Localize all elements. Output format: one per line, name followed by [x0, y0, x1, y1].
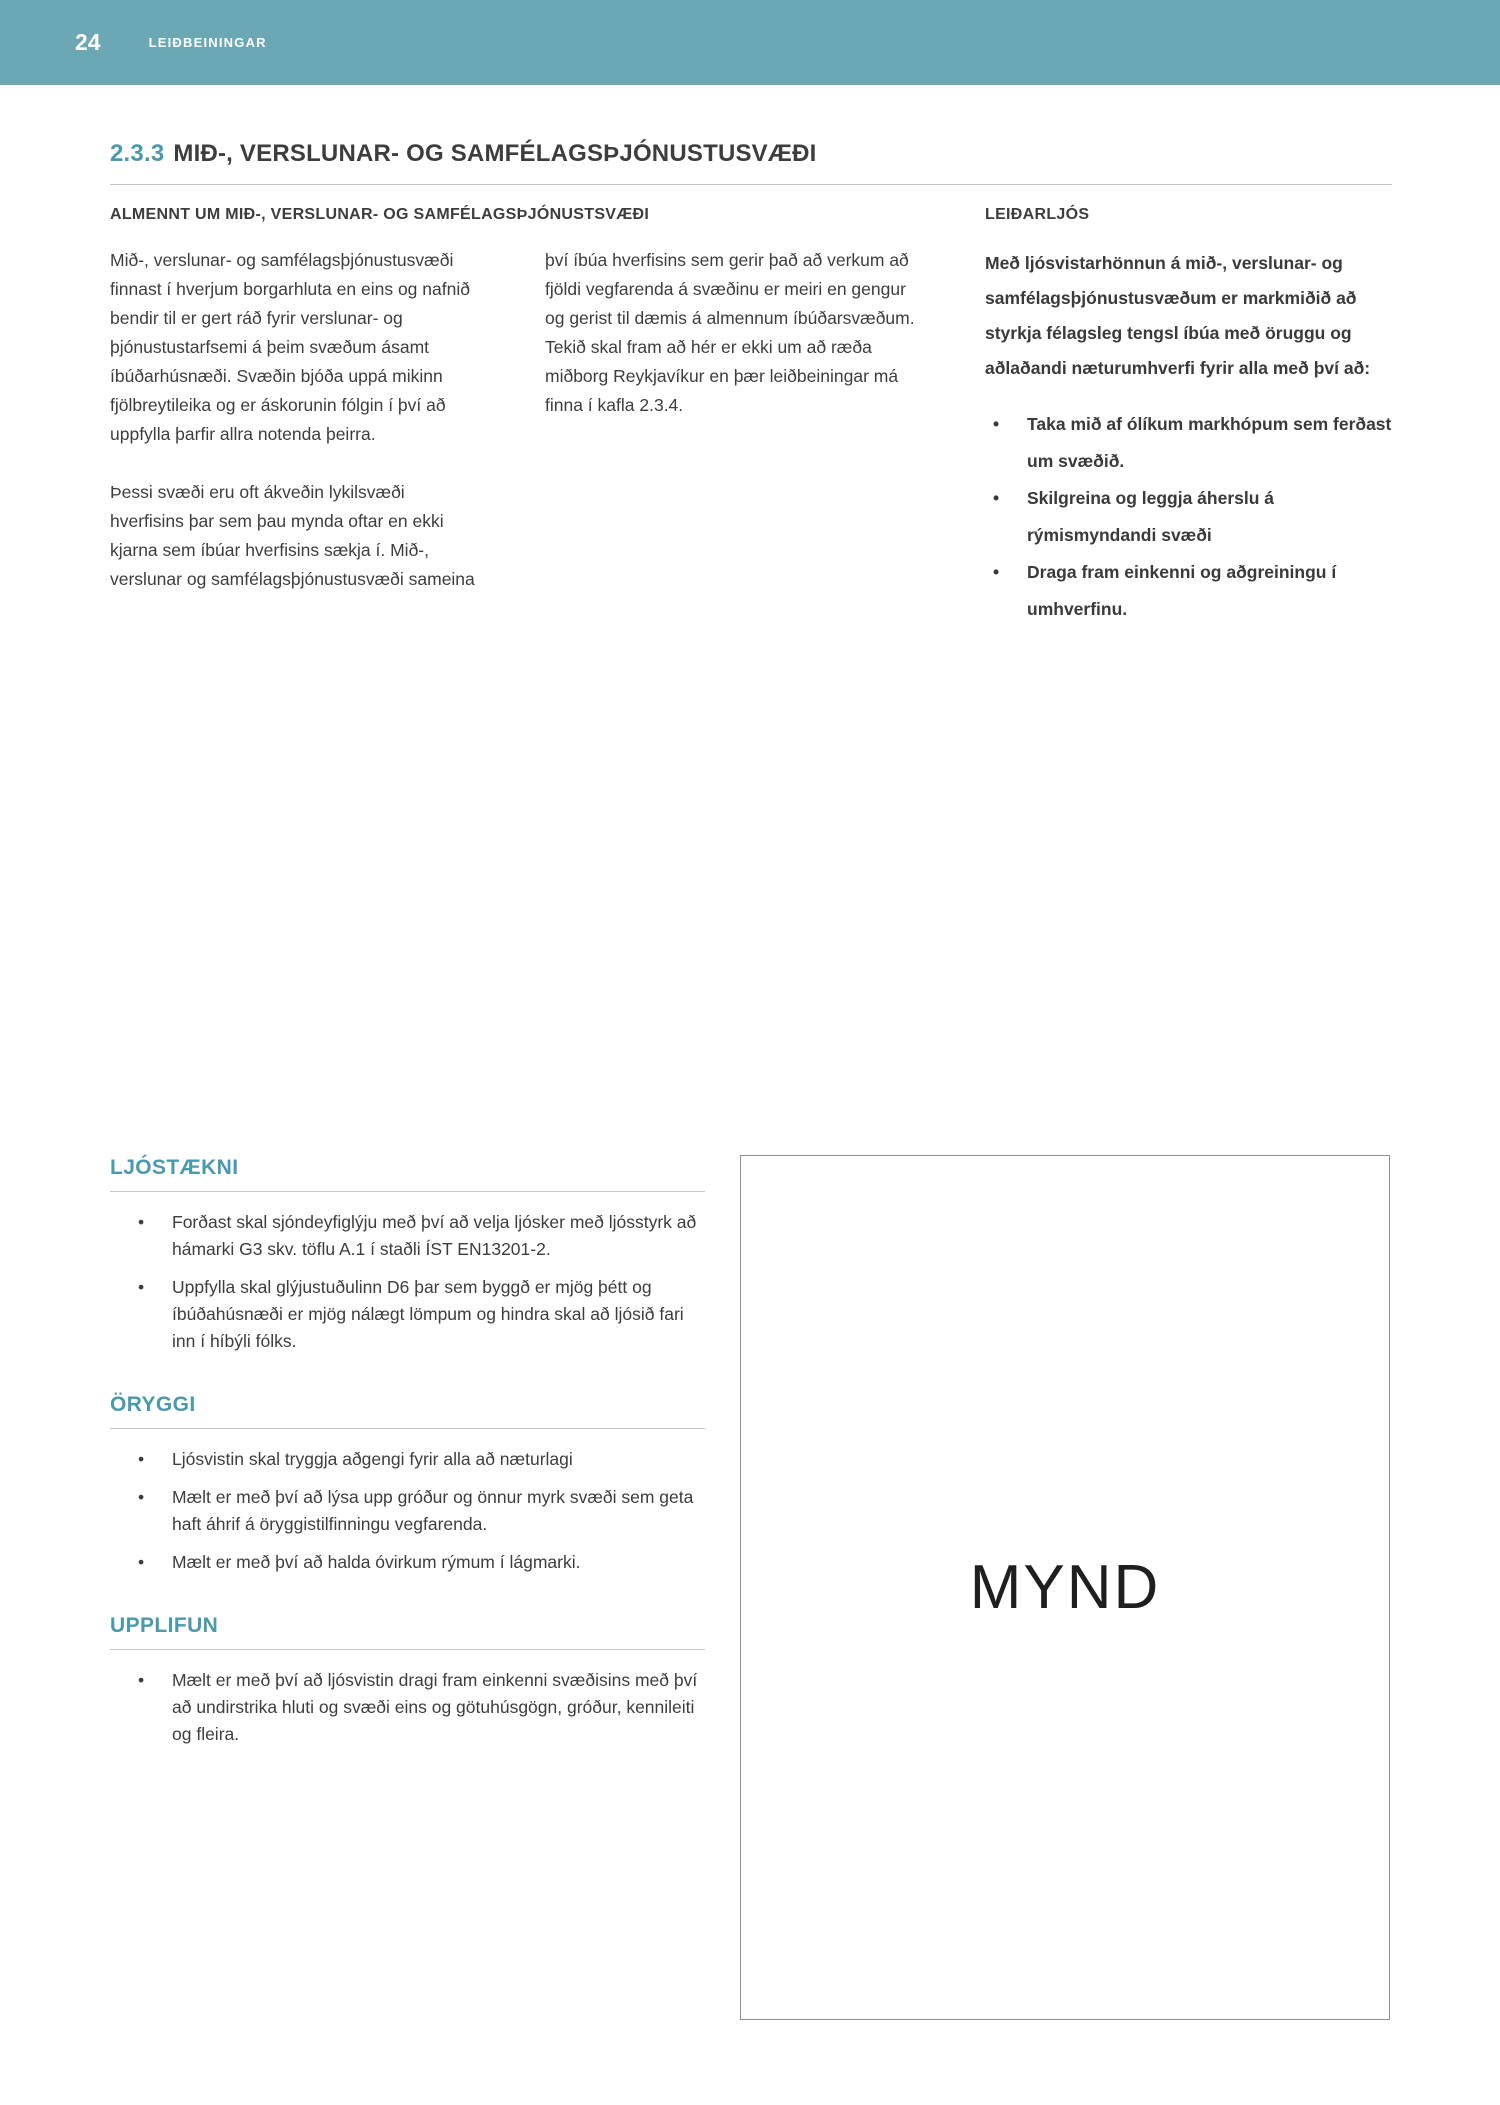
page-header	[0, 0, 1500, 85]
topic-heading: UPPLIFUN	[110, 1614, 705, 1650]
list-item: • Skilgreina og leggja áherslu á rýmismyndandi svæði	[985, 480, 1405, 554]
general-column-heading: ALMENNT UM MIÐ-, VERSLUNAR- OG SAMFÉLAGSÞJÓNUSTSVÆÐI	[110, 206, 650, 223]
image-placeholder-box	[740, 1155, 1390, 2020]
paragraph: því íbúa hverfisins sem gerir það að verkum að fjöldi vegfarenda á svæðinu er meiri en gengur og gerist til dæmis á almennum íbúðarsvæðum.	[545, 250, 915, 328]
leidarljos-intro: Með ljósvistarhönnun á mið-, verslunar- og samfélagsþjónustusvæðum er markmiðið að styrkja félagsleg tengsl íbúa með öruggu og aðlaðandi næturumhverfi fyrir alla með því að:	[985, 253, 1371, 378]
topic-upplifun	[110, 1614, 705, 1748]
leidarljos-bullet-list	[985, 406, 1405, 628]
paragraph: Mið-, verslunar- og samfélagsþjónustusvæði finnast í hverjum borgarhluta en eins og nafnið bendir til er gert ráð fyrir verslunar- og þjónustustarfsemi á þeim svæðum ásamt íbúðarhúsnæði. Svæðin bjóða uppá mikinn fjölbreytileika og er áskorunin fólgin í því að uppfylla þarfir allra notenda þeirra.	[110, 250, 470, 444]
topic-bullet-list	[110, 1209, 705, 1355]
page-number: 24	[75, 29, 101, 55]
leidarljos-column	[985, 246, 1405, 628]
topic-heading: LJÓSTÆKNI	[110, 1156, 705, 1192]
body-column-2	[545, 246, 927, 420]
topic-bullet-list	[110, 1446, 705, 1576]
list-item: • Draga fram einkenni og aðgreiningu í umhverfinu.	[985, 554, 1405, 628]
list-item: • Mælt er með því að lýsa upp gróður og önnur myrk svæði sem geta haft áhrif á öryggistilfinningu vegfarenda.	[110, 1484, 705, 1538]
topic-ljostaekni	[110, 1156, 705, 1355]
list-item: • Forðast skal sjóndeyfiglýju með því að velja ljósker með ljósstyrk að hámarki G3 skv. töflu A.1 í staðli ÍST EN13201-2.	[110, 1209, 705, 1263]
paragraph: Þessi svæði eru oft ákveðin lykilsvæði hverfisins þar sem þau mynda oftar en ekki kjarna sem íbúar hverfisins sækja í. Mið-, verslunar og samfélagsþjónustusvæði sameina	[110, 482, 475, 589]
paragraph: Tekið skal fram að hér er ekki um að ræða miðborg Reykjavíkur en þær leiðbeiningar má finna í kafla 2.3.4.	[545, 337, 899, 415]
topics-column	[110, 1156, 705, 1786]
list-item: • Uppfylla skal glýjustuðulinn D6 þar sem byggð er mjög þétt og íbúðahúsnæði er mjög nálægt lömpum og hindra skal að ljósið fari inn í híbýli fólks.	[110, 1274, 705, 1355]
image-placeholder-label: MYND	[969, 1553, 1161, 1622]
document-title-label: LEIÐBEININGAR	[148, 35, 267, 50]
topic-oryggi	[110, 1393, 705, 1576]
topic-heading: ÖRYGGI	[110, 1393, 705, 1429]
leidarljos-heading: LEIÐARLJÓS	[985, 206, 1090, 223]
list-item: • Mælt er með því að halda óvirkum rýmum í lágmarki.	[110, 1549, 705, 1576]
list-item: • Taka mið af ólíkum markhópum sem ferðast um svæðið.	[985, 406, 1405, 480]
section-title-text: MIÐ-, VERSLUNAR- OG SAMFÉLAGSÞJÓNUSTUSVÆÐI	[173, 140, 817, 167]
body-column-1	[110, 246, 482, 594]
list-item: • Ljósvistin skal tryggja aðgengi fyrir alla að næturlagi	[110, 1446, 705, 1473]
section-number: 2.3.3	[110, 140, 165, 167]
topic-bullet-list	[110, 1667, 705, 1748]
list-item: • Mælt er með því að ljósvistin dragi fram einkenni svæðisins með því að undirstrika hluti og svæði eins og götuhúsgögn, gróður, kennileiti og fleira.	[110, 1667, 705, 1748]
section-heading	[110, 140, 1392, 185]
